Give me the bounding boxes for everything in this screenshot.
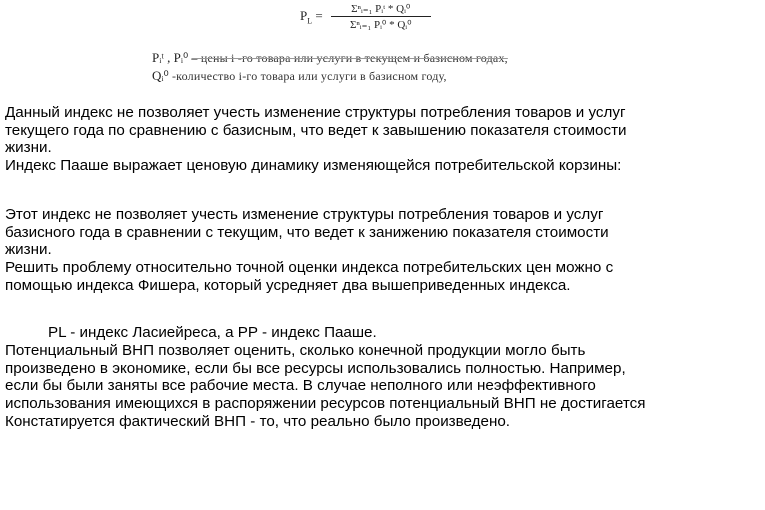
- text-line: Решить проблему относительно точной оценки индекса потребительских цен можно с: [5, 259, 614, 277]
- text-line: произведено в экономике, если бы все ресурсы использовались полностью. Например,: [5, 359, 626, 377]
- text-line: текущего года по сравнению с базисным, что ведет к завышению показателя стоимости: [5, 121, 627, 139]
- paragraph-paasche-critique: [5, 206, 613, 295]
- laspeyres-formula-image: [0, 0, 765, 90]
- def-quantity-symbol: Qᵢ⁰: [152, 68, 169, 83]
- text-line: жизни.: [5, 139, 52, 157]
- paragraph-potential-gnp: [5, 342, 645, 431]
- text-line: Потенциальный ВНП позволяет оценить, сколько конечной продукции могло быть: [5, 342, 586, 359]
- laspeyres-formula: [300, 2, 431, 31]
- fraction-bar: [331, 16, 431, 17]
- text-line: Индекс Пааше выражает ценовую динамику изменяющейся потребительской корзины:: [5, 157, 622, 175]
- formula-numerator: Σⁿᵢ₌₁ Pᵢᵗ * Qᵢ⁰: [351, 3, 411, 15]
- formula-definition-prices: [152, 50, 508, 66]
- formula-fraction: [331, 2, 431, 31]
- text-line: помощью индекса Фишера, который усредняет два вышеприведенных индекса.: [5, 276, 571, 294]
- text-line: Констатируется фактический ВНП - то, что реально было произведено.: [5, 412, 511, 430]
- formula-equals: =: [315, 7, 323, 23]
- formula-denominator: Σⁿᵢ₌₁ Pᵢ⁰ * Qᵢ⁰: [349, 19, 412, 31]
- paragraph-laspeyres-critique: [5, 104, 627, 175]
- text-line: базисного года в сравнении с текущим, что ведет к занижению показателя стоимости: [5, 223, 609, 241]
- def-prices-symbols: Pᵢᵗ , Pᵢ⁰: [152, 50, 189, 65]
- formula-lhs: [300, 8, 323, 26]
- formula-lhs-symbol: P: [300, 7, 308, 23]
- formula-definition-quantity: [152, 68, 447, 84]
- def-quantity-text: -количество i-го товара или услуги в базисном году,: [171, 69, 447, 83]
- text-line: Этот индекс не позволяет учесть изменение структуры потребления товаров и услуг: [5, 206, 604, 223]
- text-line: использования имеющихся в распоряжении ресурсов потенциальный ВНП не достигается: [5, 395, 646, 413]
- text-line: жизни.: [5, 241, 52, 259]
- text-line: если бы были заняты все рабочие места. В случае неполного или неэффективного: [5, 377, 596, 395]
- formula-lhs-subscript: L: [307, 16, 313, 26]
- def-prices-text: – цены i -го товара или услуги в текущем и базисном годах,: [191, 51, 508, 65]
- text-line: Данный индекс не позволяет учесть изменение структуры потребления товаров и услуг: [5, 104, 626, 121]
- paragraph-index-legend: PL - индекс Ласиейреса, а PP - индекс Пааше.: [48, 324, 377, 341]
